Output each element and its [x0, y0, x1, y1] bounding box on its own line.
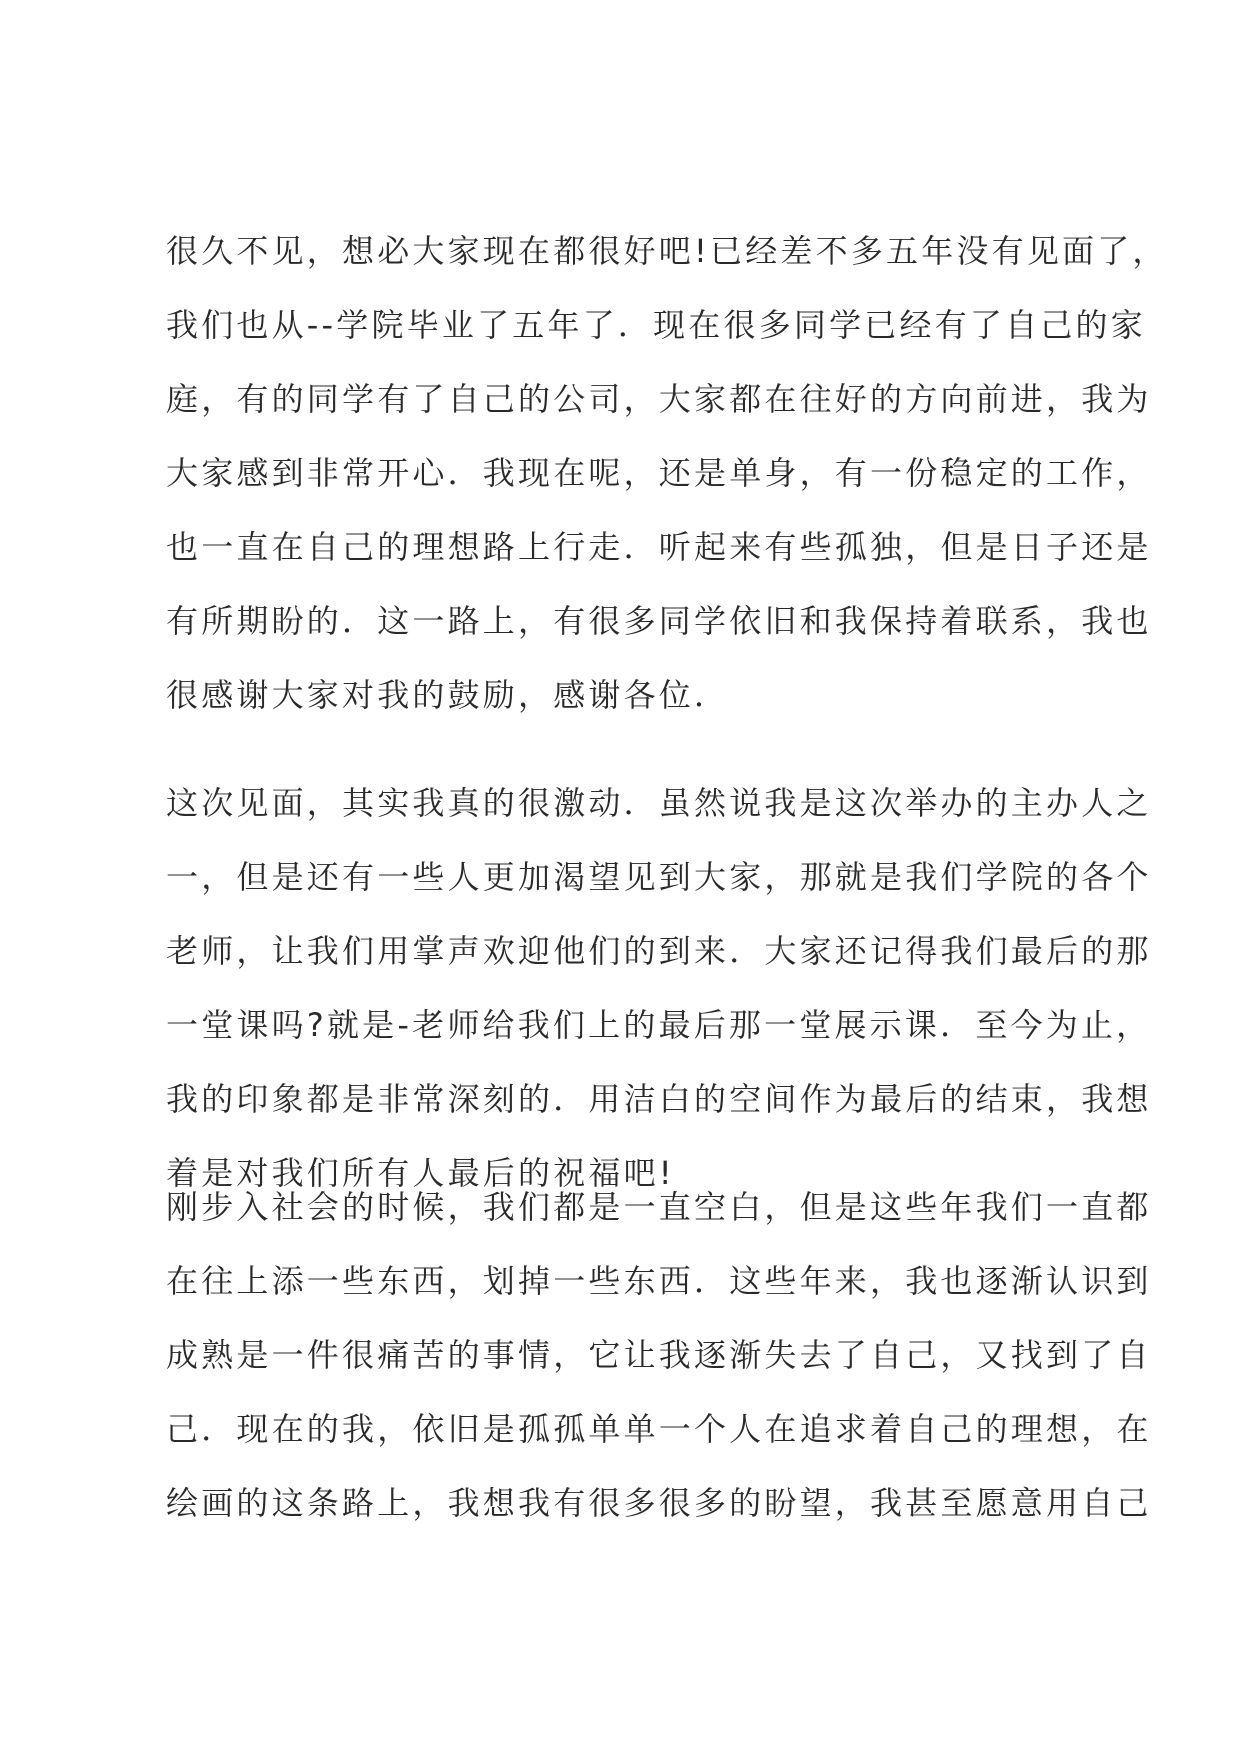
paragraph-1	[166, 214, 1168, 732]
text-line: 着是对我们所有人最后的祝福吧!	[166, 1154, 675, 1192]
text-line: 己．现在的我，依旧是孤孤单单一个人在追求着自己的理想，在	[166, 1410, 1152, 1448]
text-line: 很感谢大家对我的鼓励，感谢各位．	[166, 676, 730, 714]
text-line: 我的印象都是非常深刻的．用洁白的空间作为最后的结束，我想	[166, 1080, 1152, 1118]
text-line: 有所期盼的．这一路上，有很多同学依旧和我保持着联系，我也	[166, 602, 1152, 640]
text-line: 大家感到非常开心．我现在呢，还是单身，有一份稳定的工作，	[166, 454, 1152, 492]
text-line: 很久不见，想必大家现在都很好吧!已经差不多五年没有见面了，	[166, 232, 1168, 270]
paragraph-3	[166, 1170, 1152, 1540]
text-line: 在往上添一些东西，划掉一些东西．这些年来，我也逐渐认识到	[166, 1262, 1152, 1300]
text-line: 老师，让我们用掌声欢迎他们的到来．大家还记得我们最后的那	[166, 932, 1152, 970]
text-line: 成熟是一件很痛苦的事情，它让我逐渐失去了自己，又找到了自	[166, 1336, 1152, 1374]
text-line: 我们也从--学院毕业了五年了．现在很多同学已经有了自己的家	[166, 306, 1146, 344]
text-line: 一堂课吗?就是-老师给我们上的最后那一堂展示课．至今为止，	[166, 1006, 1152, 1044]
text-line: 一，但是还有一些人更加渴望见到大家，那就是我们学院的各个	[166, 858, 1152, 896]
text-line: 庭，有的同学有了自己的公司，大家都在往好的方向前进，我为	[166, 380, 1152, 418]
text-line: 也一直在自己的理想路上行走．听起来有些孤独，但是日子还是	[166, 528, 1152, 566]
paragraph-2	[166, 766, 1152, 1210]
text-line: 这次见面，其实我真的很激动．虽然说我是这次举办的主办人之	[166, 784, 1152, 822]
text-line: 刚步入社会的时候，我们都是一直空白，但是这些年我们一直都	[166, 1188, 1152, 1226]
text-line: 绘画的这条路上，我想我有很多很多的盼望，我甚至愿意用自己	[166, 1484, 1152, 1522]
